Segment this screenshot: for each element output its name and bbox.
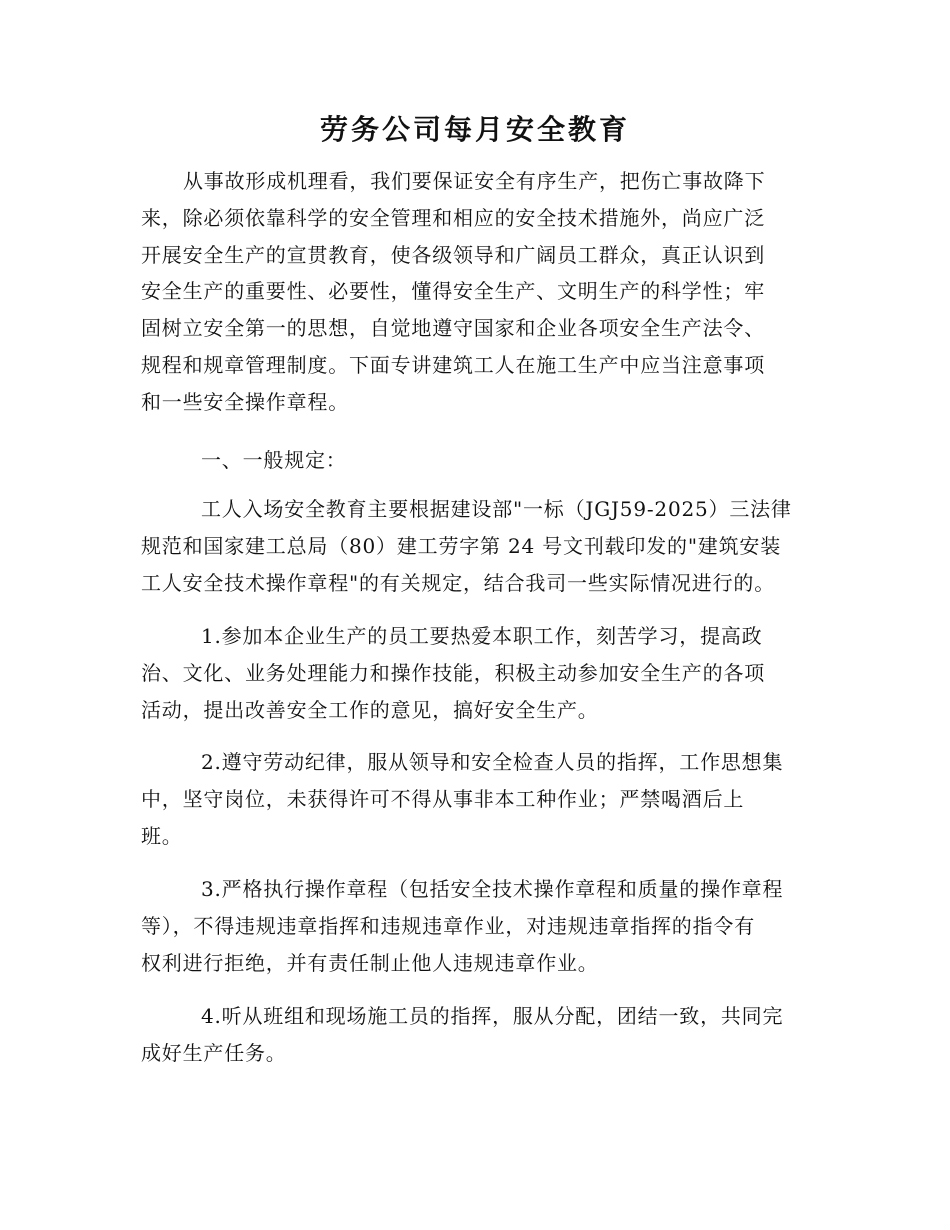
text-line: 权利进行拒绝，并有责任制止他人违规违章作业。: [141, 950, 599, 975]
text-line: 从事故形成机理看，我们要保证安全有序生产，把伤亡事故降下: [183, 169, 766, 193]
text-line: 治、文化、业务处理能力和操作技能，积极主动参加安全生产的各项: [141, 660, 765, 685]
text-line: 班。: [141, 823, 183, 848]
text-line: 开展安全生产的宣贯教育，使各级领导和广阔员工群众，真正认识到: [141, 242, 765, 267]
text-line: 一、一般规定：: [201, 448, 347, 472]
rule-item-1: [141, 618, 813, 728]
text-line: 工人安全技术操作章程"的有关规定，结合我司一些实际情况进行的。: [141, 570, 775, 595]
rule-item-4: [141, 998, 813, 1072]
text-line: 工人入场安全教育主要根据建设部"一标（JGJ59-2025）三法律: [201, 497, 792, 521]
text-line: 来，除必须依靠科学的安全管理和相应的安全技术措施外，尚应广泛: [141, 205, 765, 230]
rule-item-3: [141, 871, 813, 981]
rule-item-2: [141, 744, 813, 854]
text-line: 2.遵守劳动纪律，服从领导和安全检查人员的指挥，工作思想集: [201, 750, 784, 774]
text-line: 3.严格执行操作章程（包括安全技术操作章程和质量的操作章程: [201, 877, 784, 901]
intro-paragraph: [141, 163, 813, 421]
text-line: 活动，提出改善安全工作的意见，搞好安全生产。: [141, 697, 599, 722]
section-heading: [141, 442, 813, 479]
text-line: 安全生产的重要性、必要性，懂得安全生产、文明生产的科学性；牢: [141, 279, 765, 304]
text-line: 1.参加本企业生产的员工要热爱本职工作，刻苦学习，提高政: [201, 624, 763, 648]
text-line: 规范和国家建工总局（80）建工劳字第 24 号文刊载印发的"建筑安装: [141, 533, 782, 558]
text-line: 4.听从班组和现场施工员的指挥，服从分配，团结一致，共同完: [201, 1004, 784, 1028]
text-line: 成好生产任务。: [141, 1040, 287, 1065]
text-line: 等），不得违规违章指挥和违规违章作业，对违规违章指挥的指令有: [141, 913, 755, 938]
basis-paragraph: [141, 491, 813, 601]
document-title: 劳务公司每月安全教育: [319, 113, 630, 146]
text-line: 固树立安全第一的思想，自觉地遵守国家和企业各项安全生产法令、: [141, 316, 765, 341]
text-line: 中，坚守岗位，未获得许可不得从事非本工种作业；严禁喝酒后上: [141, 786, 745, 811]
text-line: 和一些安全操作章程。: [141, 389, 349, 414]
text-line: 规程和规章管理制度。下面专讲建筑工人在施工生产中应当注意事项: [141, 352, 765, 377]
